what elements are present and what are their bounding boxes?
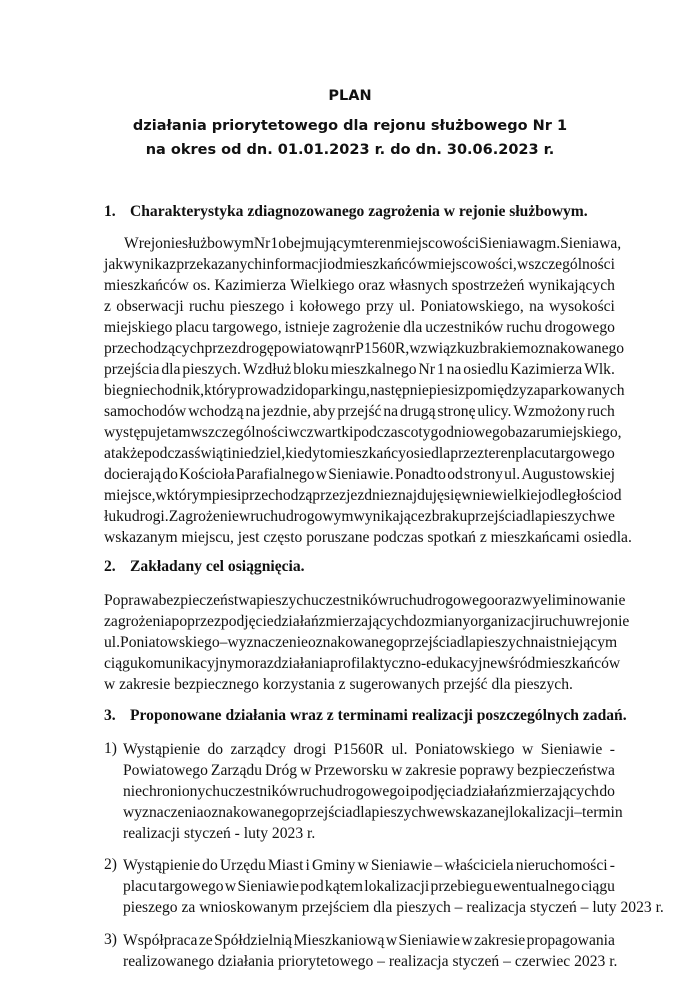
paragraph-line: wskazanym miejscu, jest często poruszane podczas spotkań z mieszkańcami osiedla. (104, 529, 632, 546)
paragraph-line: docierają do Kościoła Parafialnego w Sieniawie. Ponadto od strony ul. Augustowskiej (104, 466, 615, 483)
item-line: Współpraca ze Spółdzielnią Mieszkaniową w Sieniawie w zakresie propagowania (123, 932, 615, 949)
item-number: 3) (104, 931, 117, 948)
paragraph-line: z obserwacji ruchu pieszego i kołowego przy ul. Poniatowskiego, na wysokości (104, 298, 615, 315)
item-line: wyznaczenia oznakowanego przejścia dla pieszych we wskazanej lokalizacji – termin (123, 804, 623, 821)
item-number: 2) (104, 856, 117, 873)
paragraph-line: zagrożenia poprzez podjęcie działań zmierzających do zmiany organizacji ruchu w rejonie (104, 613, 630, 630)
paragraph-line: biegnie chodnik, który prowadzi do parkingu, następnie piesi z pomiędzy zaparkowanych (104, 382, 625, 399)
paragraph-line: łuku drogi. Zagrożenie w ruchu drogowym wynikające z braku przejścia dla pieszych we (104, 508, 615, 525)
item-line: Powiatowego Zarządu Dróg w Przeworsku w zakresie poprawy bezpieczeństwa (123, 762, 615, 779)
paragraph-line: występuje tam w szczególności w czwartki podczas cotygodniowego bazaru miejskiego, (104, 424, 622, 441)
section-number: 2. (104, 558, 116, 575)
paragraph-line: W rejonie służbowym Nr 1 obejmującym teren miejscowości Sieniawa gm. Sieniawa, (124, 235, 622, 252)
section-heading-text: Zakładany cel osiągnięcia. (130, 558, 305, 575)
paragraph-line: ciągu komunikacyjnym oraz działania profilaktyczno-edukacyjne wśród mieszkańców (104, 655, 621, 672)
paragraph-line: ul. Poniatowskiego – wyznaczenie oznakowanego przejścia dla pieszych na istniejącym (104, 634, 618, 651)
item-line: pieszego za wnioskowanym przejściem dla pieszych – realizacja styczeń – luty 2023 r. (123, 899, 664, 916)
document-subtitle-line-2: na okres od dn. 01.01.2023 r. do dn. 30.06.2023 r. (145, 142, 555, 158)
paragraph-line: w zakresie bezpiecznego korzystania z sugerowanych przejść dla pieszych. (104, 676, 573, 693)
item-number: 1) (104, 740, 117, 757)
paragraph-line: miejskiego placu targowego, istnieje zagrożenie dla uczestników ruchu drogowego (104, 319, 615, 336)
section-3-heading (104, 707, 627, 725)
item-line: Wystąpienie do zarządcy drogi P1560R ul. Poniatowskiego w Sieniawie - (123, 741, 615, 758)
section-number: 1. (104, 203, 116, 220)
document-title: PLAN (328, 88, 372, 104)
paragraph-line: Poprawa bezpieczeństwa pieszych uczestników ruchu drogowego oraz wyeliminowanie (104, 592, 626, 609)
section-heading-text: Charakterystyka zdiagnozowanego zagrożenia w rejonie służbowym. (130, 203, 588, 220)
section-2-heading (104, 558, 305, 576)
item-line: Wystąpienie do Urzędu Miast i Gminy w Sieniawie – właściciela nieruchomości - (123, 857, 615, 874)
paragraph-line: a także podczas świąt i niedziel, kiedy to mieszkańcy osiedla przez teren placu targowego (104, 445, 615, 462)
paragraph-line: mieszkańców os. Kazimierza Wielkiego oraz własnych spostrzeżeń wynikających (104, 277, 615, 294)
section-number: 3. (104, 707, 116, 724)
paragraph-line: samochodów wchodzą na jezdnie, aby przejść na drugą stronę ulicy. Wzmożony ruch (104, 403, 615, 420)
section-heading-text: Proponowane działania wraz z terminami realizacji poszczególnych zadań. (130, 707, 627, 724)
item-line: placu targowego w Sieniawie pod kątem lokalizacji przebiegu ewentualnego ciągu (123, 878, 615, 895)
document-subtitle-line-1: działania priorytetowego dla rejonu służbowego Nr 1 (132, 118, 568, 134)
item-line: realizacji styczeń - luty 2023 r. (123, 825, 316, 842)
paragraph-line: przejścia dla pieszych. Wzdłuż bloku mieszkalnego Nr 1 na osiedlu Kazimierza Wlk. (104, 361, 615, 378)
item-line: realizowanego działania priorytetowego – realizacja styczeń – czerwiec 2023 r. (123, 953, 618, 970)
paragraph-line: jak wynika z przekazanych informacji od mieszkańców miejscowości, w szczególności (104, 256, 615, 273)
paragraph-line: miejsce, w którym piesi przechodzą przez jezdnie znajduję się w niewielkiej odległości od (104, 487, 622, 504)
item-line: niechronionych uczestników ruchu drogowego i podjęcia działań zmierzających do (123, 783, 615, 800)
section-1-heading (104, 203, 588, 221)
paragraph-line: przechodzących przez drogę powiatową nr P1560 R, w związku z brakiem oznakowanego (104, 340, 625, 357)
